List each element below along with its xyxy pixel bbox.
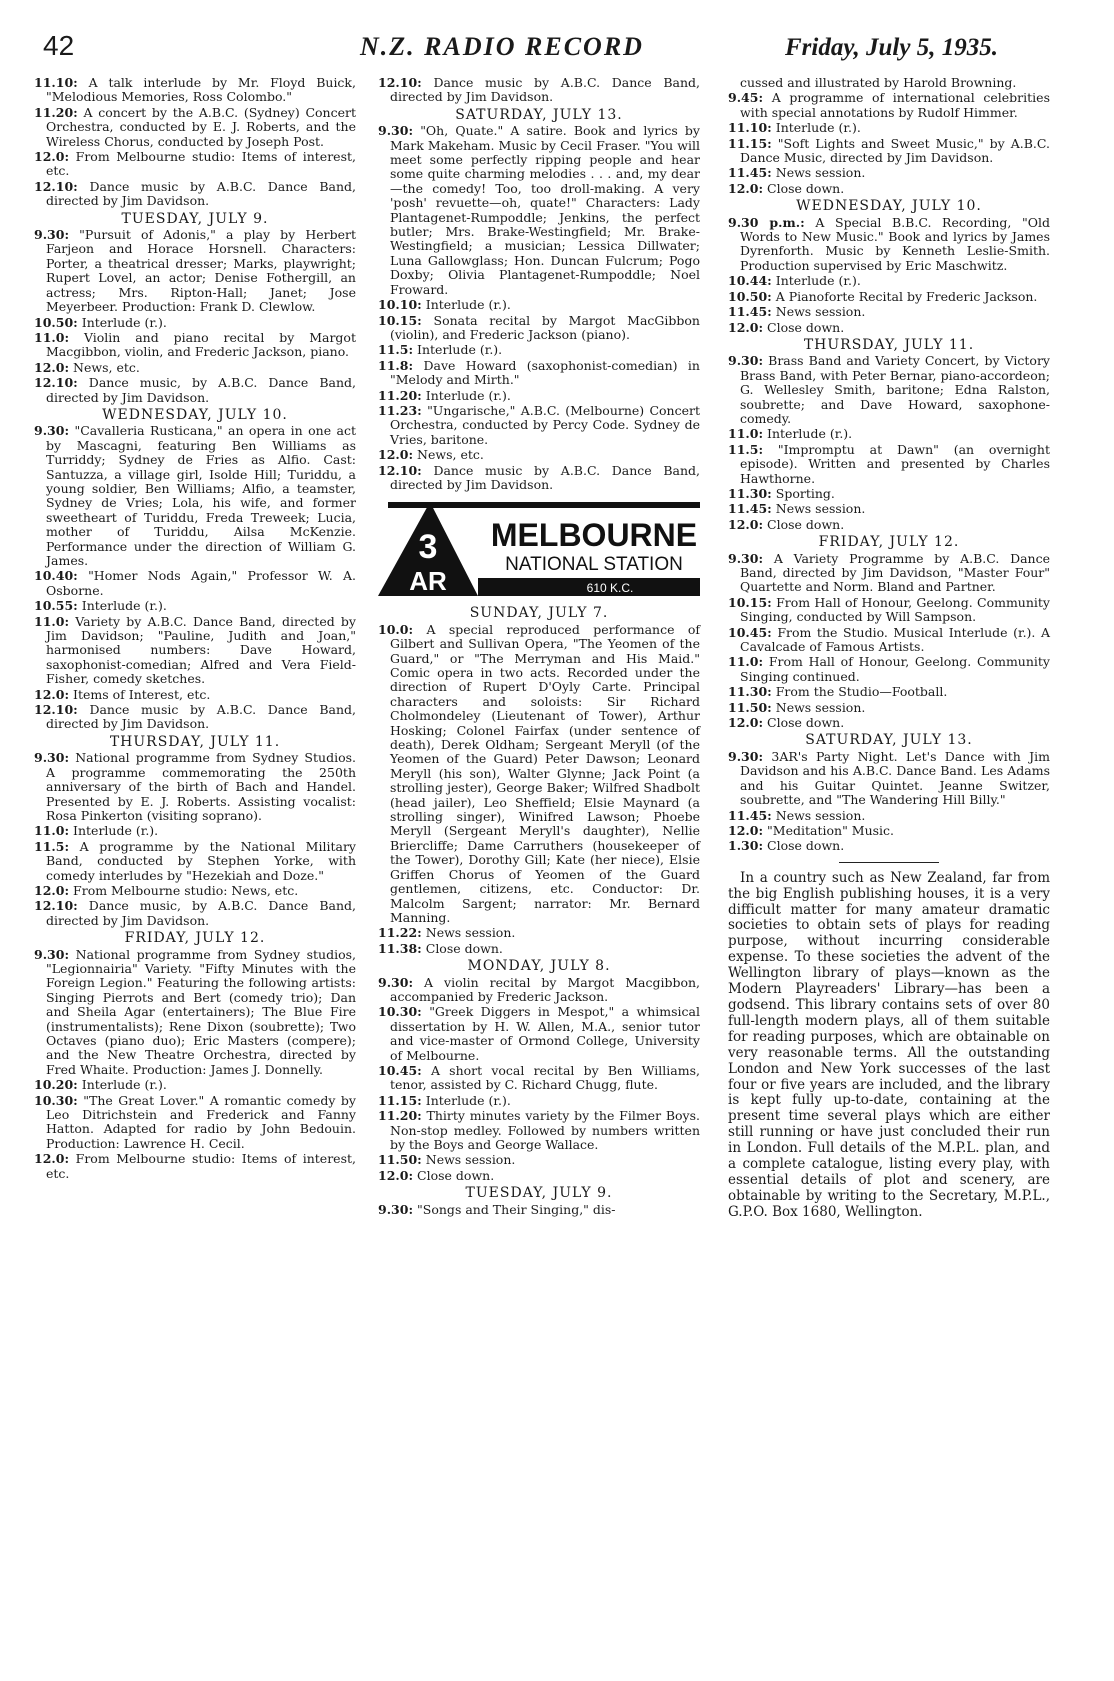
entry-text: Close down. [767, 180, 845, 196]
programme-entry [728, 716, 1050, 730]
entry-time: 11.0: [34, 613, 70, 629]
programme-entry [728, 596, 1050, 625]
programme-entry [34, 899, 356, 928]
day-heading: THURSDAY, JULY 11. [803, 336, 975, 353]
programme-entry [34, 569, 356, 598]
entry-time: 11.8: [378, 357, 414, 373]
entry-text: Dance music, by A.B.C. Dance Band, directed by Jim Davidson. [46, 375, 357, 405]
entry-time: 9.30: [728, 550, 764, 566]
programme-entry [378, 1109, 700, 1152]
programme-entry [728, 216, 1050, 274]
programme-entry [378, 298, 700, 312]
entry-text: A Pianoforte Recital by Frederic Jackson. [775, 288, 1038, 304]
entry-time: 11.5: [34, 838, 70, 854]
entry-time: 11.22: [378, 925, 422, 941]
entry-time: 11.5: [378, 342, 414, 358]
issue-date: Friday, July 5, 1935. [785, 34, 998, 61]
entry-text: Thirty minutes variety by the Filmer Boys. Non-stop medley. Followed by numbers written by the Boys and George Wallace. [390, 1108, 700, 1152]
programme-entry [728, 321, 1050, 335]
entry-time: 12.0: [728, 180, 764, 196]
entry-text: News session. [775, 807, 866, 823]
entry-text: Sonata recital by Margot MacGibbon (violin), and Frederic Jackson (piano). [390, 312, 700, 342]
entry-text: Sporting. [775, 485, 835, 501]
programme-entry [728, 487, 1050, 501]
page-header [0, 0, 1114, 70]
entry-text: Close down. [767, 319, 845, 335]
programme-entry [728, 182, 1050, 196]
programme-entry [34, 150, 356, 179]
entry-time: 11.30: [728, 684, 772, 700]
entry-text: Interlude (r.). [775, 120, 861, 136]
entry-text: From Hall of Honour, Geelong. Community Singing continued. [740, 654, 1050, 684]
day-heading: MONDAY, JULY 8. [467, 958, 611, 975]
programme-entry [378, 359, 700, 388]
entry-continuation: cussed and illustrated by Harold Browning. [740, 75, 1017, 90]
library-article: In a country such as New Zealand, far from the big English publishing houses, it is a very difficult matter for many amateur dramatic societies to obtain sets of plays for reading purpose, without incurring considerable expense. To these societies the advent of the Wellington library of plays—known as the Modern Playreaders' Library—has been a godsend. This library contains sets of over 80 full-length modern plays, all of them suitable for reading purposes, which are obtainable on very reasonable terms. All the outstanding London and New York successes of the last four or five years are included, and the library is kept fully up-to-date, containing at the present time several plays which are either still running or have just concluded their run in London. Full details of the M.P.L. plan, and a complete catalogue, listing every play, with essential details of plot and scenery, are obtainable by writing to the Secretary, M.P.L., G.P.O. Box 1680, Wellington. [728, 869, 1050, 1220]
entry-text: "Pursuit of Adonis," a play by Herbert Farjeon and Horace Horsnell. Characters: Porter, a theatrical dresser; Marks, playwright; Rupert Lovel, an actor; Denise Fothergill, an actress; Mrs. Ripton-Hall; Janet; Jose Meyerbeer. Production: Frank D. Clewlow. [46, 227, 357, 315]
banner-top-rule [388, 502, 700, 508]
programme-entry [378, 448, 700, 462]
entry-text: A programme by the National Military Band, conducted by Stephen Yorke, with comedy interludes by "Hezekiah and Doze." [46, 838, 356, 883]
entry-time: 12.0: [728, 319, 764, 335]
programme-entry [728, 502, 1050, 516]
day-heading: FRIDAY, JULY 12. [124, 930, 266, 947]
programme-entry [728, 274, 1050, 288]
logo-digit: 3 [418, 528, 438, 567]
entry-text: Interlude (r.). [81, 1077, 167, 1093]
entry-text: Interlude (r.). [425, 387, 511, 403]
entry-text: A concert by the A.B.C. (Sydney) Concert Orchestra, conducted by E. J. Roberts, and the Wireless Chorus, conducted by Joseph Post. [46, 104, 356, 149]
programme-entry [378, 389, 700, 403]
entry-time: 11.0: [728, 426, 764, 442]
programme-entry [378, 124, 700, 297]
entry-time: 10.15: [378, 312, 422, 328]
entry-time: 10.30: [34, 1092, 78, 1108]
entry-time: 9.30: [728, 353, 764, 369]
programme-entry [34, 599, 356, 613]
entry-text: "Soft Lights and Sweet Music," by A.B.C. Dance Music, directed by Jim Davidson. [740, 135, 1050, 166]
entry-text: A talk interlude by Mr. Floyd Buick, "Melodious Memories, Ross Colombo." [46, 75, 356, 105]
entry-text: News session. [775, 501, 866, 517]
entry-text: Interlude (r.). [81, 314, 167, 330]
entry-time: 9.30 p.m.: [728, 214, 805, 230]
section-divider [839, 862, 939, 863]
programme-entry [378, 1153, 700, 1167]
entry-text: Close down. [767, 838, 845, 854]
column-middle [378, 76, 700, 1218]
programme-entry [728, 824, 1050, 838]
entry-text: Close down. [767, 516, 845, 532]
logo-letters: AR [409, 566, 447, 597]
day-heading: SATURDAY, JULY 13. [455, 106, 623, 123]
programme-entry [728, 137, 1050, 166]
programme-entry [34, 751, 356, 823]
programme-entry [728, 655, 1050, 684]
programme-entry [34, 703, 356, 732]
entry-text: Dance music by A.B.C. Dance Band, directed by Jim Davidson. [390, 75, 700, 105]
programme-entry [728, 443, 1050, 486]
entry-time: 9.45: [728, 90, 764, 106]
entry-time: 12.0: [728, 715, 764, 731]
entry-time: 9.30: [728, 748, 764, 764]
entry-time: 11.45: [728, 807, 772, 823]
station-frequency: 610 K.C. [586, 581, 634, 596]
entry-text: Items of Interest, etc. [73, 686, 211, 702]
programme-entry [728, 839, 1050, 853]
entry-text: Interlude (r.). [81, 598, 167, 614]
entry-text: Dave Howard (saxophonist-comedian) in "Melody and Mirth." [390, 357, 700, 388]
programme-entry [34, 180, 356, 209]
entry-text: "Meditation" Music. [767, 822, 895, 838]
entry-time: 10.50: [34, 314, 78, 330]
entry-text: Interlude (r.). [417, 342, 503, 358]
entry-text: Interlude (r.). [775, 273, 861, 289]
entry-text: National programme from Sydney Studios. A programme commemorating the 250th anniversary of the birth of Bach and Handel. Presented by E. J. Roberts. Assisting vocalist: Rosa Pinkerton (visiting soprano). [46, 750, 356, 823]
programme-entry [34, 1078, 356, 1092]
entry-text: Dance music, by A.B.C. Dance Band, directed by Jim Davidson. [46, 898, 357, 928]
day-heading: WEDNESDAY, JULY 10. [102, 406, 288, 423]
entry-time: 12.10: [34, 375, 78, 391]
programme-entry [34, 106, 356, 149]
programme-entry [34, 361, 356, 375]
entry-time: 12.0: [34, 149, 70, 165]
column-left [34, 76, 356, 1182]
programme-entry [34, 948, 356, 1078]
entry-time: 11.30: [728, 485, 772, 501]
entry-time: 11.23: [378, 402, 422, 418]
programme-entry [728, 809, 1050, 823]
programme-entry [728, 305, 1050, 319]
programme-entry [728, 290, 1050, 304]
programme-entry [728, 121, 1050, 135]
entry-time: 11.50: [728, 699, 772, 715]
programme-entry [378, 1064, 700, 1093]
entry-text: 3AR's Party Night. Let's Dance with Jim Davidson and his A.B.C. Dance Band. Les Adams and his Guitar Quintet. Jeanne Switzer, soubrette, and "The Wandering Hill Billy." [740, 748, 1050, 808]
entry-time: 11.20: [378, 387, 422, 403]
entry-time: 1.30: [728, 838, 764, 854]
programme-entry [34, 824, 356, 838]
entry-time: 11.0: [728, 654, 764, 670]
programme-entry [34, 424, 356, 568]
entry-time: 11.45: [728, 165, 772, 181]
entry-text: "Homer Nods Again," Professor W. A. Osborne. [46, 568, 356, 598]
entry-text: From Hall of Honour, Geelong. Community Singing, conducted by Will Sampson. [740, 594, 1050, 625]
day-heading: THURSDAY, JULY 11. [109, 733, 281, 750]
entry-time: 12.0: [34, 1151, 70, 1167]
entry-time: 11.20: [34, 104, 78, 120]
entry-text: National programme from Sydney studios, "Legionnairia" Variety. "Fifty Minutes with the Foreign Legion." Featuring the following artists: Singing Pierrots and Bert (comedy trio); Dan and Sheila Agar (entertainers); The Blue Fire (instrumentalists); Rene Dixon (soubrette); Two Octaves (piano duo); Eric Masters (compere); and the New Theatre Orchestra, directed by Fred Whaite. Production: James J. Donnelly. [46, 946, 356, 1077]
entry-text: Close down. [425, 940, 503, 956]
entry-text: "Greek Diggers in Mespot," a whimsical dissertation by H. W. Allen, M.A., senior tutor and vice-master of Ormond College, University of Melbourne. [390, 1004, 700, 1063]
entry-time: 11.0: [34, 823, 70, 839]
entry-text: "Cavalleria Rusticana," an opera in one act by Mascagni, featuring Ben Williams as Turriddy; Sydney de Fries as Alfio. Cast: Santuzza, a village girl, Isolde Hill; Turiddu, a young soldier, Ben Williams; Alfio, a teamster, Sydney de Vries; Lola, his wife, and former sweetheart of Turiddu, Freda Treweek; Lucia, mother of Turiddu, Ailsa McKenzie. Performance under the direction of William G. James. [46, 423, 356, 568]
entry-time: 11.38: [378, 940, 422, 956]
entry-text: News session. [775, 699, 866, 715]
programme-entry [728, 354, 1050, 426]
entry-text: "Oh, Quate." A satire. Book and lyrics by Mark Makeham. Music by Cecil Fraser. "You will meet some perfectly ripping people and hear some quite charming melodies . . . and, my dear—the comedy! Too, too droll-making. A very 'posh' revuette—oh, quate!" Characters: Lady Plantagenet-Rumpoddle; Jenkins, the perfect butler; Mrs. Brake-Westingfield; Mr. Brake-Westingfield; a musician; Lessica Dillwater; Luna Gallowglass; Hon. Duncan Fulcrum; Pogo Doxby; Olivia Plantagenet-Rumpoddle; Noel Froward. [390, 123, 700, 297]
entry-time: 12.0: [728, 516, 764, 532]
programme-entry [34, 1152, 356, 1181]
entry-text: Close down. [417, 1167, 495, 1183]
entry-text: From the Studio. Musical Interlude (r.). A Cavalcade of Famous Artists. [740, 624, 1050, 655]
entry-time: 9.30: [378, 974, 414, 990]
entry-time: 12.0: [34, 359, 70, 375]
entry-time: 11.15: [728, 135, 772, 151]
entry-time: 10.45: [378, 1062, 422, 1078]
station-name: MELBOURNE [490, 517, 698, 554]
entry-time: 10.15: [728, 594, 772, 610]
entry-time: 12.0: [728, 822, 764, 838]
column-right [728, 76, 1050, 1221]
entry-time: 10.55: [34, 598, 78, 614]
entry-time: 12.0: [34, 686, 70, 702]
entry-text: Dance music by A.B.C. Dance Band, directed by Jim Davidson. [46, 702, 356, 732]
entry-time: 10.20: [34, 1077, 78, 1093]
entry-time: 11.10: [728, 120, 772, 136]
programme-entry [34, 376, 356, 405]
programme-entry [378, 976, 700, 1005]
programme-entry [728, 626, 1050, 655]
programme-entry [378, 464, 700, 493]
programme-entry [728, 518, 1050, 532]
entry-time: 10.40: [34, 568, 78, 584]
entry-time: 10.30: [378, 1004, 422, 1020]
entry-text: Close down. [767, 715, 845, 731]
entry-text: "The Great Lover." A romantic comedy by Leo Ditrichstein and Frederick and Fanny Hatton. Adapted for radio by John Bedouin. Production: Lawrence H. Cecil. [46, 1092, 356, 1151]
day-heading: TUESDAY, JULY 9. [465, 1185, 613, 1202]
entry-time: 10.0: [378, 621, 414, 637]
entry-text: A special reproduced performance of Gilbert and Sullivan Opera, "The Yeomen of the Guard," or "The Merryman and His Maid." Comic opera in two acts. Recorded under the direction of Rupert D'Oyly Carte. Principal characters and soloists: Sir Richard Cholmondeley (Lieutenant of Tower), Arthur Hosking; Colonel Fairfax (under sentence of death), Derek Oldham; Sergeant Meryll (of the Yeomen of the Guard) Peter Dawson; Leonard Meryll (his son), Walter Glynne; Jack Point (a strolling jester), George Baker; Wilfred Shadbolt (head jailer), Leo Sheffield; Elsie Maynard (a strolling singer), Winifred Lawson; Phoebe Meryll (Sergeant Meryll's daughter), Nellie Briercliffe; Dame Carruthers (housekeeper of the Tower), Dorothy Gill; Kate (her niece), Elsie Griffen Chorus of Yeomen of the Guard gentlemen, citizens, etc. Conductor: Dr. Malcolm Sargent; narrator: Mr. Bernard Manning. [390, 621, 700, 925]
programme-entry [378, 623, 700, 926]
entry-time: 9.30: [34, 423, 70, 439]
programme-entry [378, 926, 700, 940]
entry-text: Interlude (r.). [767, 426, 853, 442]
entry-text: A short vocal recital by Ben Williams, tenor, assisted by C. Richard Chugg, flute. [390, 1062, 700, 1093]
day-heading: WEDNESDAY, JULY 10. [796, 198, 982, 215]
entry-text: A violin recital by Margot Macgibbon, accompanied by Frederic Jackson. [390, 974, 700, 1004]
programme-entry [728, 685, 1050, 699]
entry-text: A Special B.B.C. Recording, "Old Words to New Music." Book and lyrics by James Dyrenforth. Music by Kenneth Leslie-Smith. Production supervised by Eric Maschwitz. [740, 214, 1050, 273]
entry-time: 12.10: [34, 702, 78, 718]
entry-time: 9.30: [378, 1201, 414, 1217]
entry-time: 10.10: [378, 297, 422, 313]
day-heading: FRIDAY, JULY 12. [818, 534, 960, 551]
entry-text: News, etc. [73, 359, 140, 375]
day-heading: SUNDAY, JULY 7. [469, 605, 609, 622]
entry-time: 9.30: [34, 750, 70, 766]
programme-entry [378, 314, 700, 343]
programme-entry [378, 1203, 700, 1217]
publication-title: N.Z. RADIO RECORD [360, 32, 644, 61]
entry-text: From Melbourne studio: Items of interest, etc. [46, 149, 356, 179]
station-advertisement [378, 500, 700, 600]
entry-text: Interlude (r.). [73, 823, 159, 839]
entry-text: "Ungarische," A.B.C. (Melbourne) Concert Orchestra, conducted by Percy Code. Sydney de Vries, baritone. [390, 402, 700, 447]
entry-text: Dance music by A.B.C. Dance Band, directed by Jim Davidson. [390, 462, 700, 492]
programme-entry [34, 316, 356, 330]
programme-entry [34, 228, 356, 314]
entry-time: 9.30: [378, 123, 414, 139]
entry-text: From the Studio—Football. [775, 684, 948, 700]
entry-time: 11.5: [728, 441, 764, 457]
entry-time: 12.10: [34, 178, 78, 194]
entry-time: 11.45: [728, 501, 772, 517]
programme-entry [728, 552, 1050, 595]
programme-entry [378, 404, 700, 447]
programme-entry [728, 91, 1050, 120]
programme-entry [34, 884, 356, 898]
entry-text: News session. [775, 304, 866, 320]
programme-entry [34, 1094, 356, 1152]
day-heading: SATURDAY, JULY 13. [805, 732, 973, 749]
programme-entry [378, 1094, 700, 1108]
programme-entry [728, 701, 1050, 715]
entry-text: Violin and piano recital by Margot Macgibbon, violin, and Frederic Jackson, piano. [46, 329, 356, 360]
entry-text: Dance music by A.B.C. Dance Band, directed by Jim Davidson. [46, 178, 356, 209]
entry-text: From Melbourne studio: Items of interest, etc. [46, 1151, 356, 1181]
entry-text: News session. [775, 165, 866, 181]
entry-time: 10.45: [728, 624, 772, 640]
programme-entry [34, 615, 356, 687]
entry-time: 11.15: [378, 1092, 422, 1108]
entry-text: News session. [425, 1152, 516, 1168]
programme-entry [34, 840, 356, 883]
entry-text: Variety by A.B.C. Dance Band, directed by Jim Davidson; "Pauline, Judith and Joan," harmonised numbers: Dave Howard, saxophonist-comedian; Alfred and Vera Field-Fisher, comedy sketches. [46, 613, 356, 687]
day-heading: TUESDAY, JULY 9. [121, 210, 269, 227]
programme-entry [34, 331, 356, 360]
programme-entry [378, 76, 700, 105]
entry-time: 12.0: [378, 1167, 414, 1183]
entry-time: 11.50: [378, 1152, 422, 1168]
entry-text: "Songs and Their Singing," dis- [417, 1201, 616, 1217]
entry-time: 11.10: [34, 75, 78, 90]
programme-entry [34, 688, 356, 702]
page-number: 42 [43, 30, 75, 61]
programme-entry [378, 1169, 700, 1183]
entry-time: 12.0: [34, 882, 70, 898]
entry-text: A programme of international celebrities with special annotations by Rudolf Himmer. [740, 90, 1050, 120]
station-subtitle: NATIONAL STATION [505, 554, 683, 576]
entry-time: 12.10: [378, 462, 422, 478]
programme-entry [728, 427, 1050, 441]
entry-time: 10.44: [728, 273, 772, 289]
programme-entry [378, 1005, 700, 1063]
entry-time: 12.0: [378, 447, 414, 463]
entry-text: A Variety Programme by A.B.C. Dance Band, directed by Jim Davidson, "Master Four" Quartette and Norm. Bland and Partner. [740, 550, 1050, 595]
entry-text: News, etc. [417, 447, 484, 463]
entry-time: 12.10: [34, 898, 78, 914]
entry-text: Brass Band and Variety Concert, by Victory Brass Band, with Peter Bernar, piano-accordeon; G. Wellesley Smith, baritone; Edna Ralston, soubrette; and Dave Howard, saxophone-comedy. [740, 353, 1050, 426]
programme-entry [728, 750, 1050, 808]
entry-time: 11.45: [728, 304, 772, 320]
entry-time: 11.20: [378, 1108, 422, 1124]
programme-entry [378, 343, 700, 357]
entry-text: "Impromptu at Dawn" (an overnight episode). Written and presented by Charles Hawthorne. [740, 441, 1050, 486]
entry-time: 9.30: [34, 227, 70, 243]
entry-text: News session. [425, 925, 516, 941]
programme-entry [378, 942, 700, 956]
entry-text: From Melbourne studio: News, etc. [73, 882, 299, 898]
entry-text: Interlude (r.). [425, 297, 511, 313]
programme-entry [34, 76, 356, 105]
entry-time: 12.10: [378, 75, 422, 90]
entry-time: 9.30: [34, 946, 70, 962]
entry-time: 10.50: [728, 288, 772, 304]
melbourne-station-banner [378, 500, 700, 600]
programme-entry [728, 166, 1050, 180]
entry-time: 11.0: [34, 329, 70, 345]
entry-text: Interlude (r.). [425, 1092, 511, 1108]
